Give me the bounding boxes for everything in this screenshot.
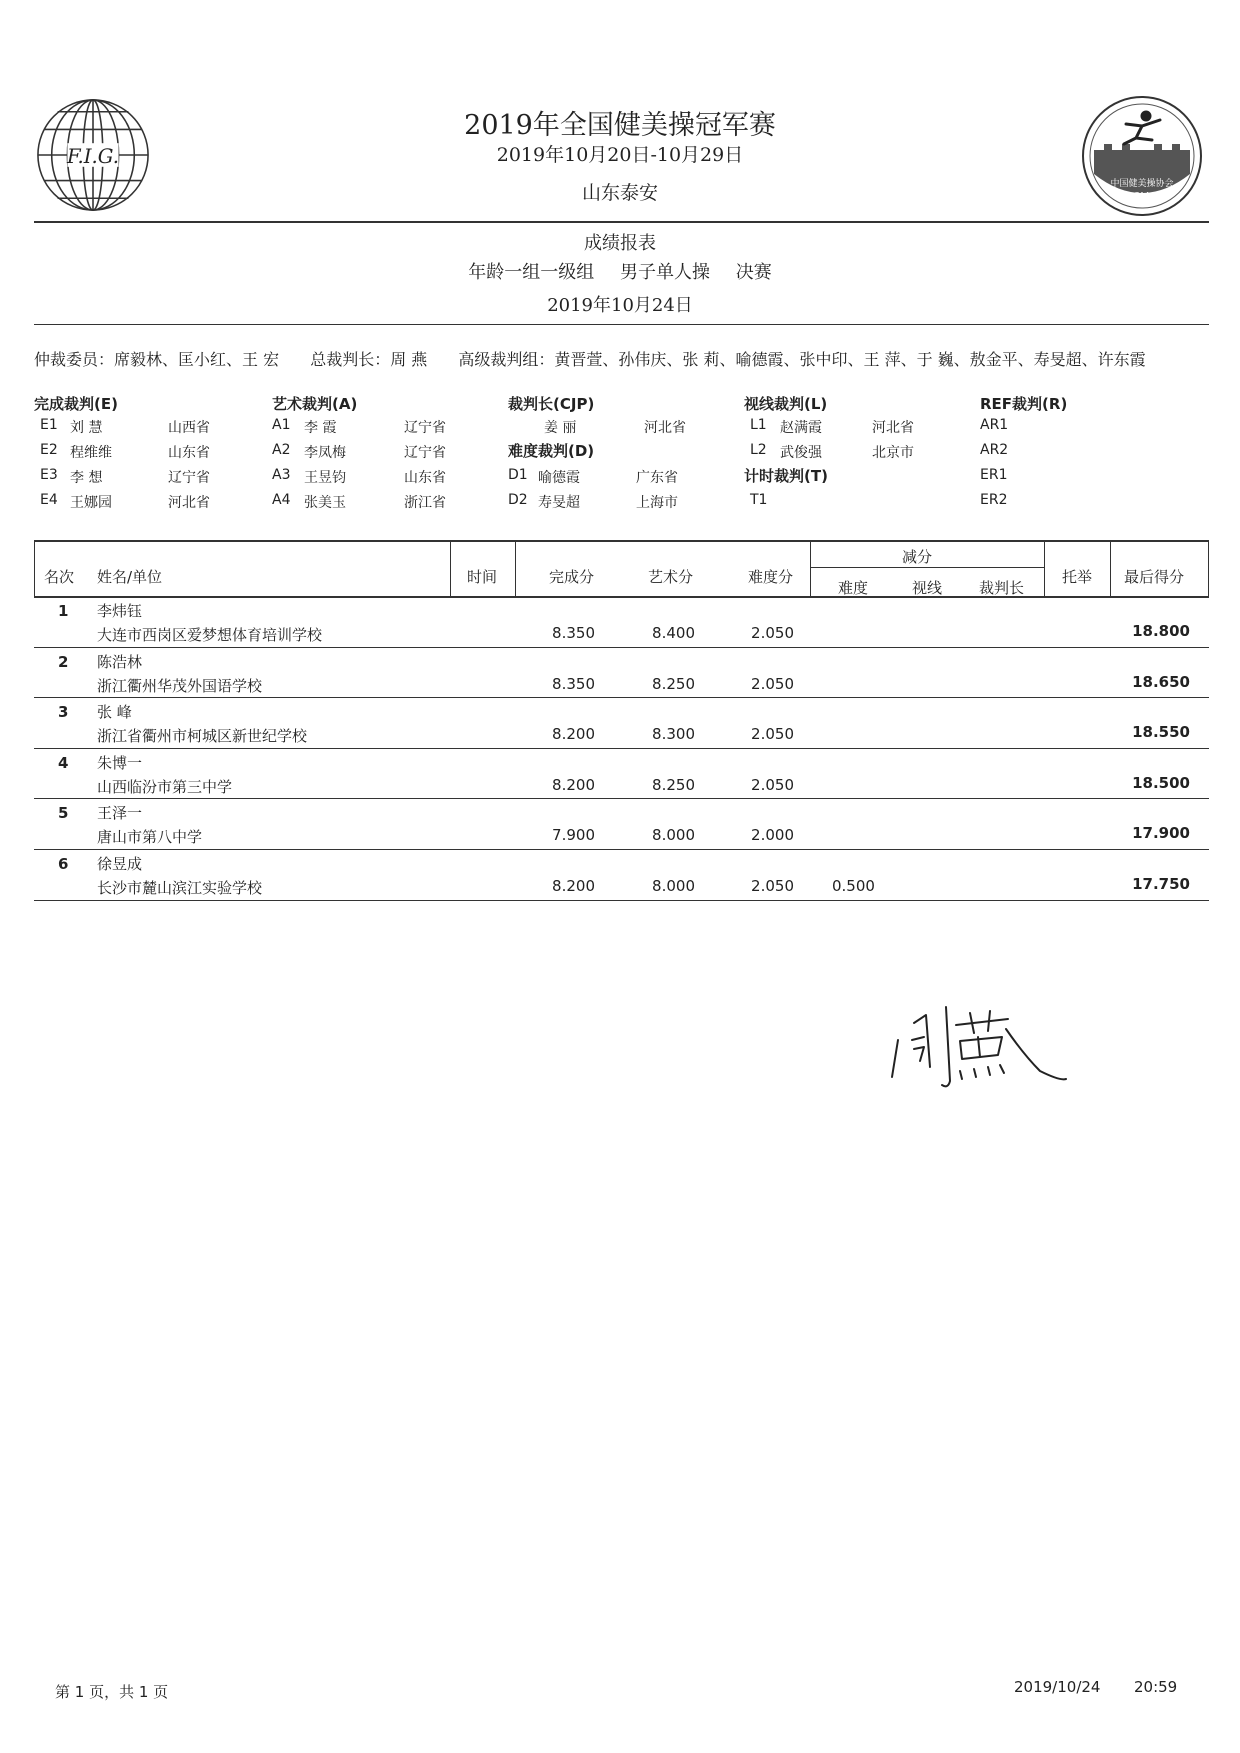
judge-code: D2	[508, 492, 528, 508]
rank-cell: 2	[58, 652, 69, 671]
judge-row	[980, 440, 1130, 465]
final-score: 18.550	[1132, 723, 1190, 742]
header-rule	[34, 221, 1209, 223]
row-rule	[34, 748, 1209, 749]
table-divider	[515, 540, 516, 598]
header-difficulty: 难度分	[748, 568, 794, 586]
judge-code: E4	[40, 492, 58, 508]
final-score: 17.900	[1132, 824, 1190, 843]
cjp-title: 裁判长(CJP)	[508, 395, 595, 413]
judge-name: 喻德霞	[538, 470, 580, 486]
report-round: 决赛	[735, 262, 772, 283]
execution-score: 8.200	[552, 775, 595, 794]
judge-row	[272, 415, 502, 440]
competition-city: 山东泰安	[581, 182, 658, 204]
judge-name: 武俊强	[780, 445, 822, 461]
judge-name: 寿旻超	[538, 495, 580, 511]
report-name: 成绩报表	[584, 233, 656, 254]
report-date: 2019年10月24日	[547, 295, 693, 316]
judge-row	[34, 490, 264, 515]
athlete-unit: 唐山市第八中学	[97, 828, 203, 847]
judge-row	[34, 415, 264, 440]
header-ded-cjp: 裁判长	[979, 579, 1025, 597]
header-execution: 完成分	[549, 568, 595, 586]
cjp-panel	[508, 393, 738, 515]
time-judge-code: T1	[750, 492, 768, 508]
chief-judge-label: 总裁判长：	[310, 350, 391, 369]
judge-code: E2	[40, 442, 58, 458]
difficulty-score: 2.050	[751, 674, 794, 693]
athlete-unit: 浙江省衢州市柯城区新世纪学校	[97, 727, 308, 746]
jury-label: 仲裁委员：	[34, 350, 115, 369]
page-indicator: 第 1 页，共 1 页	[55, 1683, 169, 1701]
chief-judge: 周 燕	[390, 350, 428, 369]
judge-region: 辽宁省	[168, 470, 210, 486]
difficulty-score: 2.000	[751, 826, 794, 845]
table-header-bottom-rule	[34, 596, 1209, 598]
svg-text:CAA: CAA	[1133, 191, 1151, 200]
artistic-score: 8.000	[652, 826, 695, 845]
rank-cell: 1	[58, 602, 69, 620]
final-score: 17.750	[1132, 875, 1190, 893]
report-subtitle	[0, 258, 1240, 284]
committee-line	[34, 347, 1172, 370]
judge-region: 河北省	[168, 495, 210, 511]
judge-row	[34, 465, 264, 490]
final-score: 18.500	[1132, 773, 1190, 792]
judge-code: A4	[272, 492, 291, 508]
judge-row	[272, 465, 502, 490]
judge-region: 上海市	[636, 495, 678, 511]
row-rule	[34, 900, 1209, 901]
line-judges-title: 视线裁判(L)	[744, 395, 828, 413]
judge-name: 张美玉	[304, 495, 346, 511]
competition-dates: 2019年10月20日-10月29日	[496, 144, 744, 166]
judge-region: 北京市	[872, 445, 914, 461]
rank-cell: 6	[58, 855, 69, 873]
svg-text:F.I.G.: F.I.G.	[66, 144, 120, 168]
judge-row	[980, 490, 1130, 515]
execution-score: 8.200	[552, 877, 595, 895]
judge-code: A2	[272, 442, 291, 458]
ref-judge-code: ER1	[980, 467, 1008, 483]
artistic-score: 8.250	[652, 674, 695, 693]
judge-name: 李 想	[70, 470, 103, 486]
judge-region: 山东省	[404, 470, 446, 486]
judge-row	[744, 415, 974, 440]
judge-name: 刘 慧	[70, 420, 103, 436]
judge-region: 山东省	[168, 445, 210, 461]
judge-code: A1	[272, 417, 291, 433]
athlete-name: 朱博一	[97, 753, 143, 772]
artistic-score: 8.300	[652, 725, 695, 744]
table-divider	[450, 540, 451, 598]
judge-code: A3	[272, 467, 291, 483]
judge-code: E3	[40, 467, 58, 483]
table-border-left	[34, 540, 35, 598]
subtitle-rule	[34, 324, 1209, 325]
table-border-right	[1208, 540, 1209, 598]
judge-code: L2	[750, 442, 767, 458]
senior-panel-members: 黄晋萱、孙伟庆、张 莉、喻德霞、张中印、王 萍、于 巍、敖金平、寿旻超、许东霞	[554, 350, 1146, 369]
table-divider	[1110, 540, 1111, 598]
judge-row	[34, 440, 264, 465]
header-time: 时间	[467, 568, 498, 586]
artistic-score: 8.250	[652, 775, 695, 794]
final-score: 18.650	[1132, 672, 1190, 691]
header-ded-difficulty: 难度	[838, 579, 869, 597]
judge-row	[272, 490, 502, 515]
artistic-score: 8.400	[652, 624, 695, 642]
header-ded-line: 视线	[912, 579, 943, 597]
difficulty-score: 2.050	[751, 775, 794, 794]
ref-judge-code: AR1	[980, 417, 1009, 433]
athlete-name: 张 峰	[97, 703, 132, 722]
artistic-judges-title: 艺术裁判(A)	[272, 395, 358, 413]
jury-members: 席毅林、匡小红、王 宏	[114, 350, 280, 369]
header-deductions: 减分	[902, 548, 933, 566]
line-judges-panel	[744, 393, 974, 515]
rank-cell: 5	[58, 804, 69, 823]
judge-row	[744, 440, 974, 465]
table-divider	[1044, 540, 1045, 598]
athlete-unit: 大连市西岗区爱梦想体育培训学校	[97, 626, 323, 644]
row-rule	[34, 647, 1209, 648]
execution-score: 8.350	[552, 624, 595, 642]
judge-row	[272, 440, 502, 465]
athlete-unit: 长沙市麓山滨江实验学校	[97, 879, 263, 897]
judge-name: 李凤梅	[304, 445, 346, 461]
judge-row	[980, 415, 1130, 440]
table-top-rule	[34, 540, 1209, 542]
cjp-row	[508, 415, 738, 440]
execution-judges-title: 完成裁判(E)	[34, 395, 118, 413]
difficulty-score: 2.050	[751, 624, 794, 642]
judge-region: 辽宁省	[404, 420, 446, 436]
competition-title: 2019年全国健美操冠军赛	[464, 110, 776, 141]
artistic-score: 8.000	[652, 877, 695, 895]
time-judge-row	[744, 490, 974, 515]
ref-judge-code: ER2	[980, 492, 1008, 508]
judge-name: 王娜园	[70, 495, 112, 511]
svg-text:中国健美操协会: 中国健美操协会	[1110, 179, 1174, 189]
cjp-name: 姜 丽	[544, 420, 577, 436]
final-score: 18.800	[1132, 622, 1190, 640]
header-rank: 名次	[44, 568, 75, 586]
header-artistic: 艺术分	[648, 568, 694, 586]
judge-region: 山西省	[168, 420, 210, 436]
judge-row	[980, 465, 1130, 490]
row-rule	[34, 798, 1209, 799]
time-judges-title: 计时裁判(T)	[744, 467, 828, 485]
rank-cell: 3	[58, 703, 69, 722]
ref-judges-title: REF裁判(R)	[980, 395, 1068, 413]
judge-region: 浙江省	[404, 495, 446, 511]
execution-score: 8.350	[552, 674, 595, 693]
judge-row	[508, 490, 738, 515]
judge-name: 王昱钧	[304, 470, 346, 486]
athlete-name: 王泽一	[97, 804, 143, 823]
judge-row	[508, 465, 738, 490]
senior-panel-label: 高级裁判组：	[458, 350, 555, 369]
header-name-unit: 姓名/单位	[97, 568, 163, 586]
difficulty-score: 2.050	[751, 877, 794, 895]
judge-code: E1	[40, 417, 58, 433]
judge-name: 程维维	[70, 445, 112, 461]
athlete-name: 陈浩林	[97, 652, 143, 671]
row-rule	[34, 697, 1209, 698]
judge-region: 广东省	[636, 470, 678, 486]
execution-score: 7.900	[552, 826, 595, 845]
athlete-unit: 山西临汾市第三中学	[97, 777, 233, 796]
difficulty-judges-title: 难度裁判(D)	[508, 442, 595, 460]
chief-judge-signature	[890, 985, 1090, 1095]
report-event: 男子单人操	[620, 262, 710, 283]
deductions-header-rule	[810, 567, 1044, 568]
header-lift: 托举	[1062, 568, 1093, 586]
cjp-region: 河北省	[644, 420, 686, 436]
judge-region: 辽宁省	[404, 445, 446, 461]
table-divider	[810, 540, 811, 598]
row-rule	[34, 849, 1209, 850]
print-time: 20:59	[1134, 1678, 1178, 1696]
report-group: 年龄一组一级组	[468, 262, 595, 283]
ref-judge-code: AR2	[980, 442, 1009, 458]
judge-code: L1	[750, 417, 767, 433]
judge-code: D1	[508, 467, 528, 483]
judge-name: 赵满霞	[780, 420, 822, 436]
athlete-name: 李炜钰	[97, 602, 143, 620]
difficulty-score: 2.050	[751, 725, 794, 744]
execution-judges-panel	[34, 393, 264, 515]
judge-region: 河北省	[872, 420, 914, 436]
artistic-judges-panel	[272, 393, 502, 515]
execution-score: 8.200	[552, 725, 595, 744]
judge-name: 李 霞	[304, 420, 337, 436]
athlete-unit: 浙江衢州华茂外国语学校	[97, 676, 263, 695]
header-final: 最后得分	[1124, 568, 1185, 586]
athlete-name: 徐昱成	[97, 855, 143, 873]
ref-judges-panel	[980, 393, 1130, 515]
difficulty-deduction: 0.500	[832, 877, 875, 895]
rank-cell: 4	[58, 753, 69, 772]
print-date: 2019/10/24	[1014, 1678, 1101, 1696]
